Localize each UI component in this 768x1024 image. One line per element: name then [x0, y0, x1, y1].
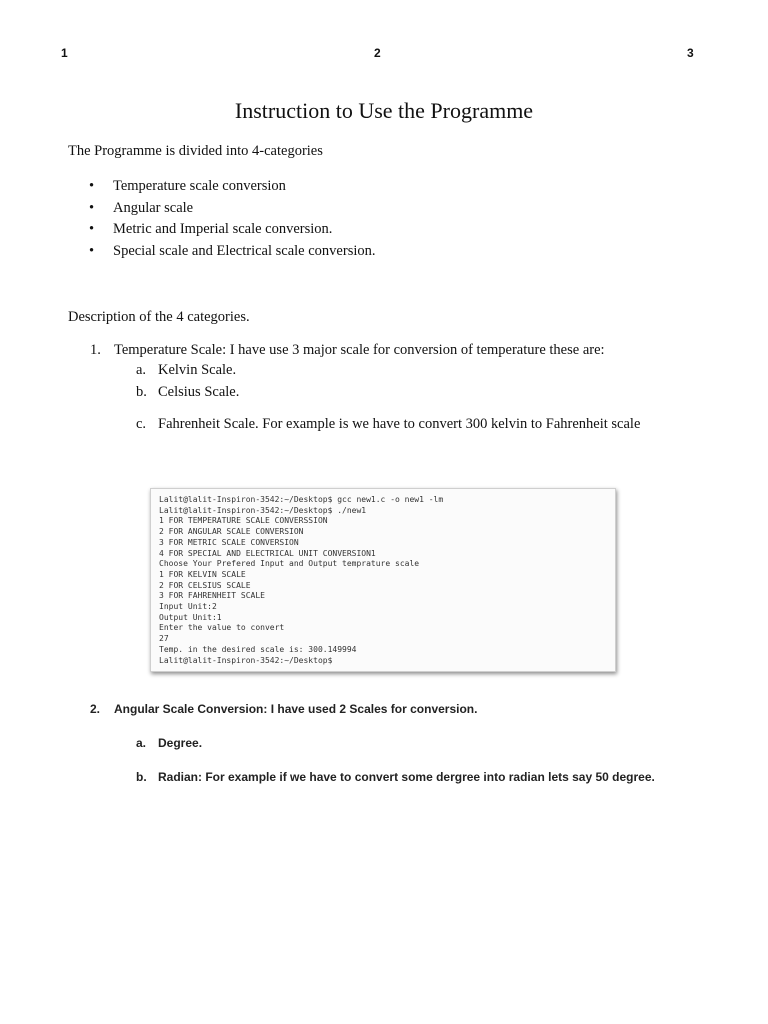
list-item	[68, 242, 376, 264]
terminal-line: Output Unit:1	[159, 612, 222, 622]
list-item-text: Temperature scale conversion	[113, 178, 286, 194]
page-header-number-1: 1	[61, 46, 68, 60]
list-item-text: Metric and Imperial scale conversion.	[113, 221, 333, 237]
subitem-letter: a.	[136, 362, 147, 378]
list-item	[68, 199, 376, 221]
subitem-text: Celsius Scale.	[158, 384, 240, 400]
subitem-text: Radian: For example if we have to convert some dergree into radian lets say 50 degree.	[158, 770, 655, 784]
terminal-line: Choose Your Prefered Input and Output temprature scale	[159, 559, 420, 569]
item-number: 1.	[90, 342, 101, 358]
list-item	[68, 177, 376, 199]
bullet-icon: •	[89, 199, 95, 216]
subitem-letter: b.	[136, 384, 147, 400]
subitem-letter: c.	[136, 416, 147, 432]
description-heading: Description of the 4 categories.	[68, 309, 250, 325]
bullet-icon: •	[89, 178, 95, 194]
subitem-letter: b.	[136, 770, 147, 784]
terminal-line: 4 FOR SPECIAL AND ELECTRICAL UNIT CONVERSION1	[159, 548, 376, 558]
list-item-text: Special scale and Electrical scale conversion.	[113, 242, 376, 259]
item-text: Temperature Scale: I have use 3 major scale for conversion of temperature these are:	[114, 342, 605, 358]
bullet-icon: •	[89, 242, 95, 259]
terminal-line: 1 FOR KELVIN SCALE	[159, 569, 246, 579]
terminal-line: 3 FOR FAHRENHEIT SCALE	[159, 591, 265, 601]
terminal-line: Temp. in the desired scale is: 300.149994	[159, 644, 357, 654]
subitem-text: Degree.	[158, 736, 203, 750]
page-header-number-2: 2	[374, 46, 381, 60]
bullet-icon: •	[89, 221, 95, 237]
terminal-line: 27	[159, 634, 169, 644]
terminal-line: 2 FOR CELSIUS SCALE	[159, 580, 251, 590]
item-text: Angular Scale Conversion: I have used 2 Scales for conversion.	[114, 702, 478, 716]
list-item	[68, 220, 376, 242]
page-header-number-3: 3	[687, 46, 694, 60]
terminal-line: Enter the value to convert	[159, 623, 285, 633]
subitem-letter: a.	[136, 736, 147, 750]
terminal-line: 3 FOR METRIC SCALE CONVERSION	[159, 537, 299, 547]
terminal-line: Input Unit:2	[159, 602, 217, 612]
item-number: 2.	[90, 702, 101, 716]
terminal-line: Lalit@lalit-Inspiron-3542:~/Desktop$	[159, 655, 333, 665]
terminal-line: Lalit@lalit-Inspiron-3542:~/Desktop$ gcc new1.c -o new1 -lm	[159, 495, 444, 504]
terminal-line: 1 FOR TEMPERATURE SCALE CONVERSSION	[159, 516, 328, 526]
category-list	[68, 177, 376, 263]
intro-paragraph: The Programme is divided into 4-categories	[68, 143, 323, 159]
subitem-text: Kelvin Scale.	[158, 362, 237, 378]
terminal-output	[151, 489, 615, 666]
subitem-text: Fahrenheit Scale. For example is we have to convert 300 kelvin to Fahrenheit scale	[158, 416, 641, 432]
document-title: Instruction to Use the Programme	[234, 98, 534, 123]
terminal-line: Lalit@lalit-Inspiron-3542:~/Desktop$ ./new1	[159, 505, 367, 515]
terminal-line: 2 FOR ANGULAR SCALE CONVERSION	[159, 527, 304, 537]
terminal-screenshot	[150, 488, 616, 672]
list-item-text: Angular scale	[113, 199, 194, 216]
